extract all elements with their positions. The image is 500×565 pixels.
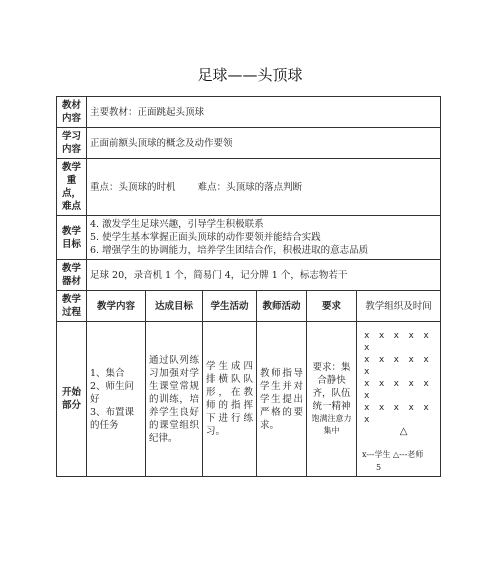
objective-item: 6. 增强学生的协调能力，培养学生团结合作，积极进取的意志品质: [90, 245, 369, 256]
formation-row: x x x x x x: [364, 331, 431, 353]
page-title: 足球——头顶球: [197, 66, 303, 84]
start-teacher: 教师指导学生并对学生提出严格的要求。: [257, 322, 307, 477]
start-require-cell: [307, 322, 357, 477]
material-label: 教材内容: [57, 97, 87, 128]
material-text: 主要教材：正面跳起头顶球: [87, 97, 441, 128]
content-item: 1、集合: [90, 367, 125, 379]
start-section-row: [57, 322, 441, 477]
equipment-text: 足球 20，录音机 1 个，简易门 4，记分牌 1 个，标志物若干: [87, 260, 441, 291]
header-goal: 达成目标: [146, 291, 203, 322]
objectives-row: [57, 216, 441, 260]
require-main-text: 要求：集合静快齐，队伍统一精神: [312, 362, 351, 412]
objectives-cell: [87, 216, 441, 260]
keypoints-label: 教学重点，难点: [57, 159, 87, 216]
learning-label: 学习内容: [57, 128, 87, 159]
content-item: 3、布置课的任务: [90, 406, 135, 431]
learning-row: [57, 128, 441, 159]
legend-number: 5: [375, 463, 382, 472]
objectives-label: 教学目标: [57, 216, 87, 260]
header-require: 要求: [307, 291, 357, 322]
process-label: 教学过程: [57, 291, 87, 322]
org-diagram-cell: [357, 322, 441, 477]
keypoints-row: [57, 159, 441, 216]
lesson-plan-table: [56, 96, 441, 477]
header-org: 教学组织及时间: [357, 291, 441, 322]
content-item: 2、师生问好: [90, 380, 135, 405]
objective-item: 5. 使学生基本掌握正面头顶球的动作要领并能结合实践: [90, 232, 321, 243]
start-content-cell: [87, 322, 146, 477]
start-goal: 通过队列练习加强对学生课堂常规的训练，培养学生良好的课堂组织纪律。: [146, 322, 203, 477]
key-point-text: 重点：头顶球的时机: [90, 181, 176, 193]
header-teacher: 教师活动: [257, 291, 307, 322]
formation-row: x x x x x x: [364, 379, 431, 401]
difficult-point-text: 难点：头顶球的落点判断: [197, 181, 303, 193]
objective-item: 4. 激发学生足球兴趣，引导学生积极联系: [90, 219, 264, 230]
formation-legend: x---学生 △---老师: [362, 450, 424, 459]
start-label: 开始部分: [57, 322, 87, 477]
learning-text: 正面前额头顶球的概念及动作要领: [87, 128, 441, 159]
formation-row: x x x x x x: [364, 355, 431, 377]
process-header-row: [57, 291, 441, 322]
header-student: 学生活动: [203, 291, 257, 322]
start-student: 学生成四排横队队形，在教师的指挥下进行练习。: [203, 322, 257, 477]
material-row: [57, 97, 441, 128]
equipment-label: 教学器材: [57, 260, 87, 291]
require-small-text: 饱满注意力集中: [311, 414, 352, 435]
equipment-row: [57, 260, 441, 291]
keypoints-cell: [87, 159, 441, 216]
formation-row: x x x x x x: [364, 403, 431, 425]
teacher-triangle-icon: △: [399, 426, 408, 437]
header-content: 教学内容: [87, 291, 146, 322]
